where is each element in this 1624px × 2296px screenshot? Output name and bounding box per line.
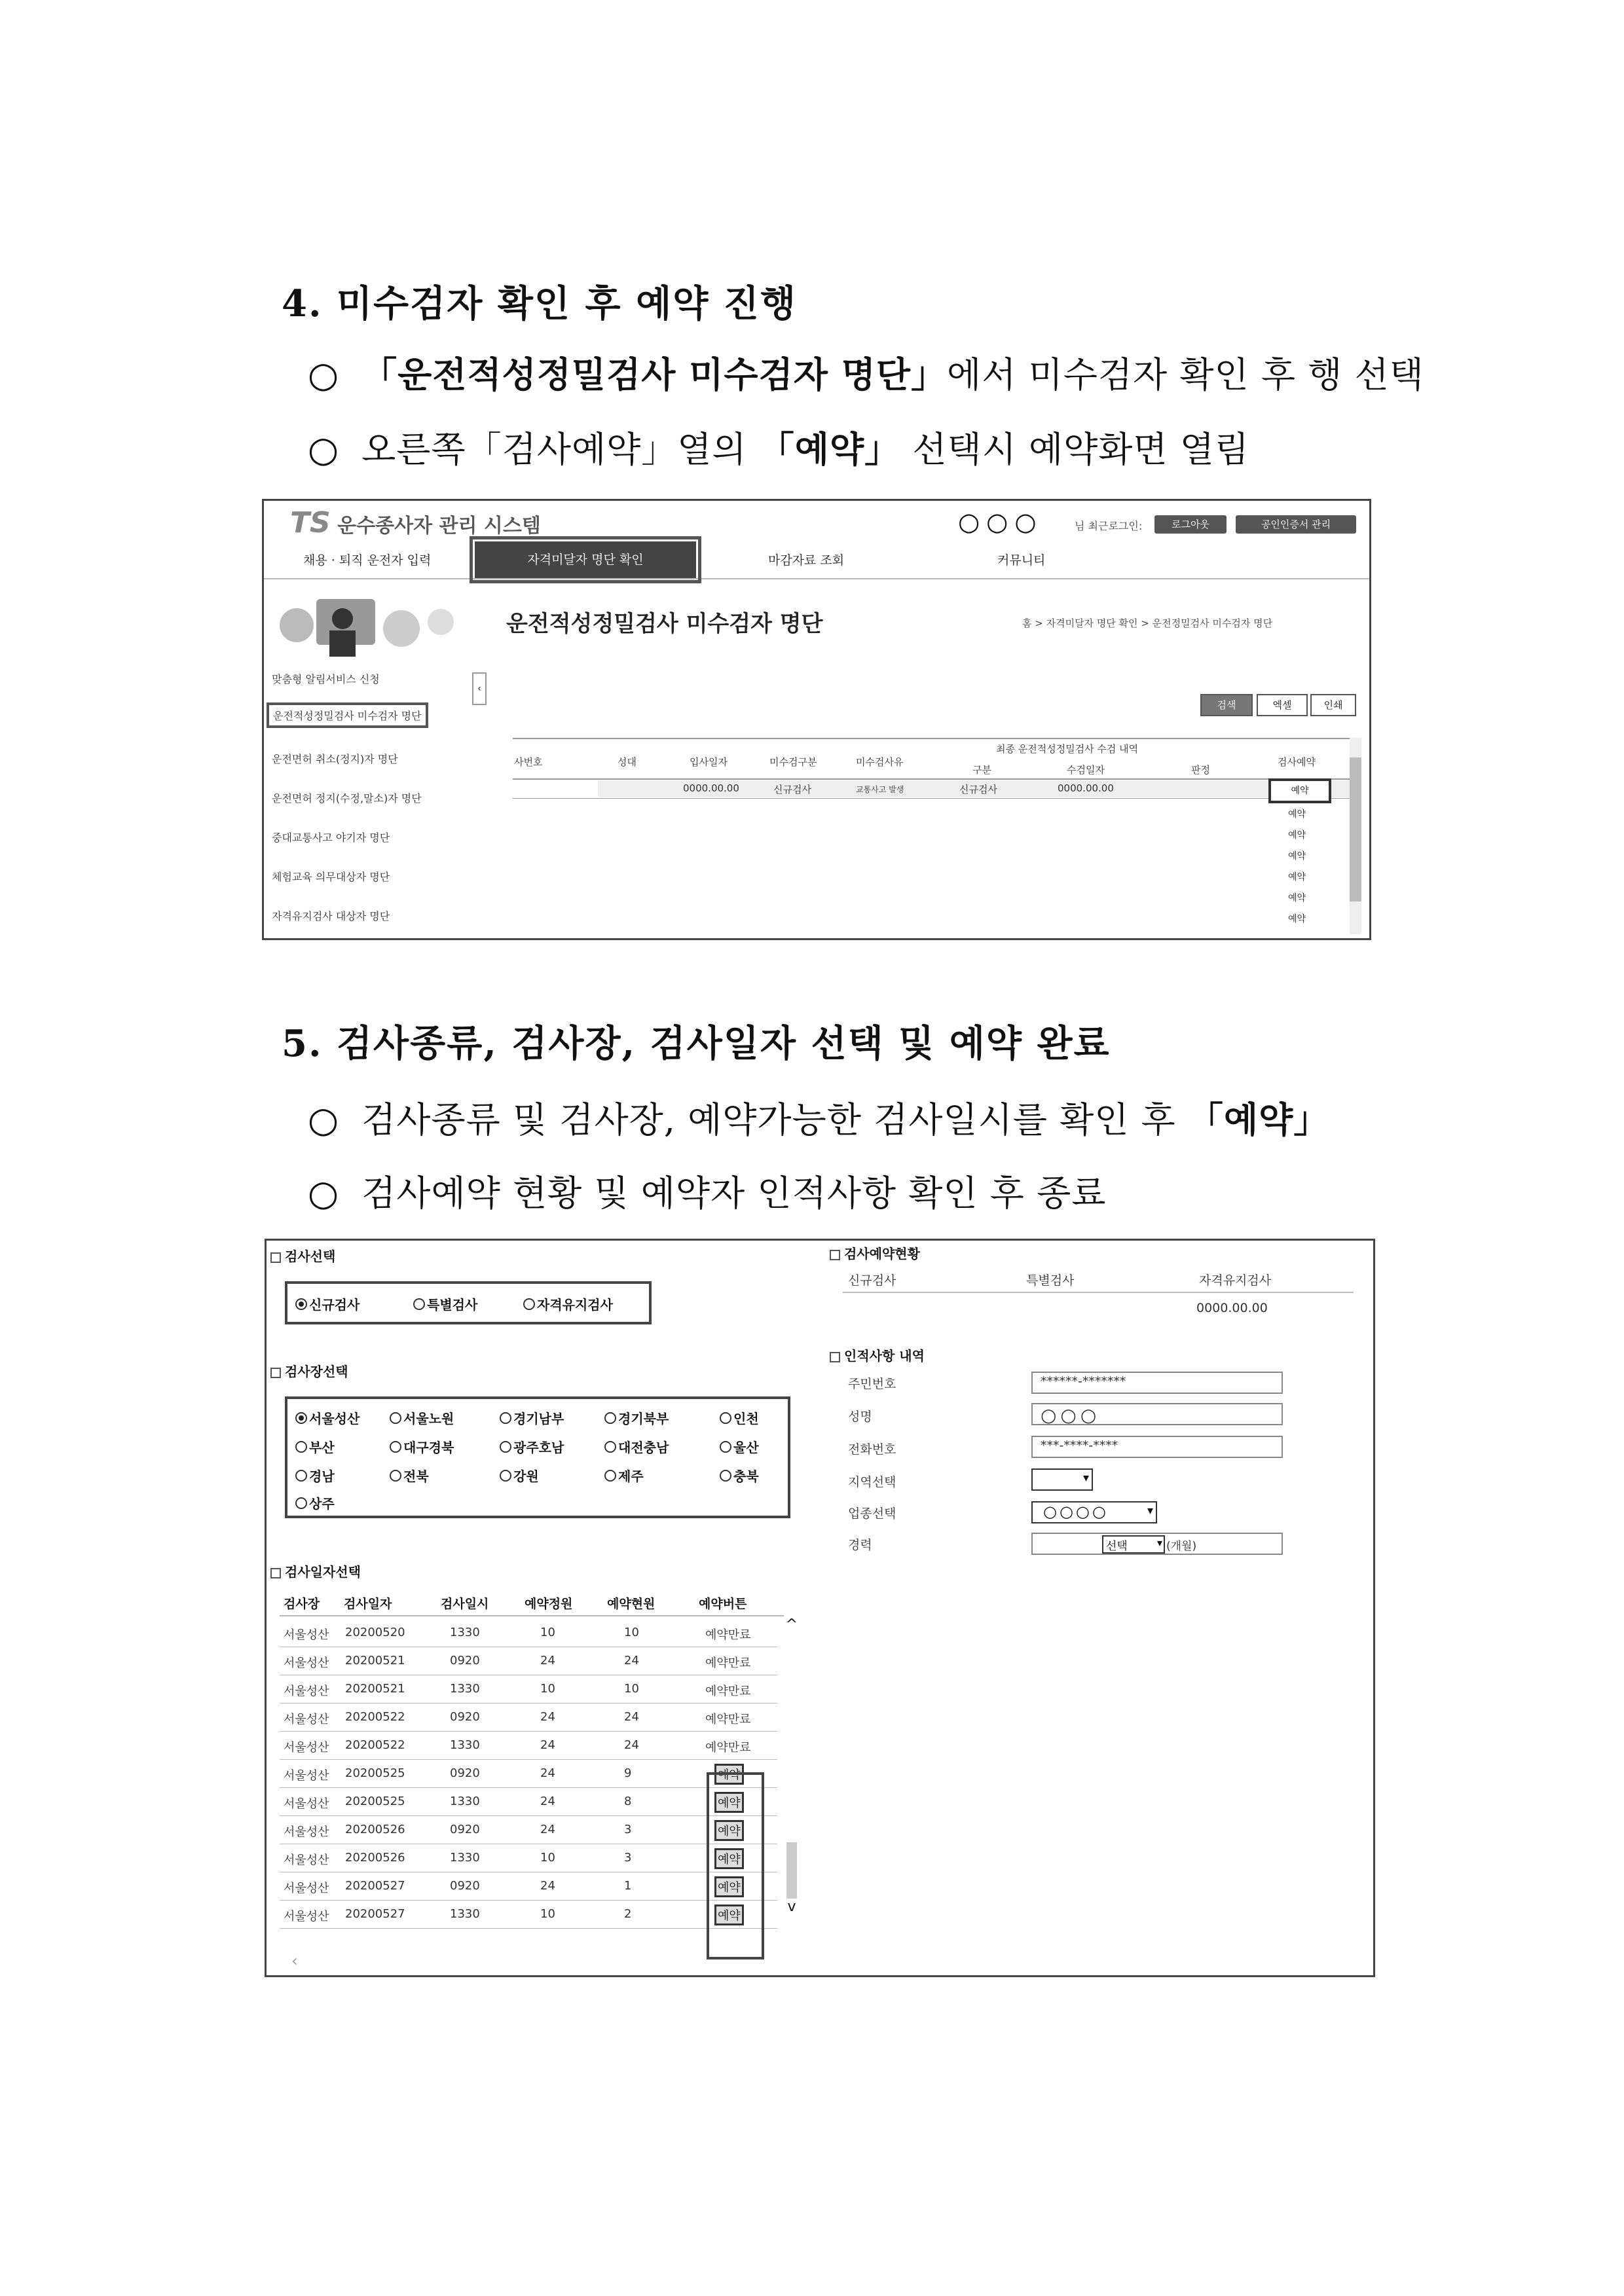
date-row-line [280,1815,777,1816]
date-header-line [280,1615,784,1616]
row-time: 1330 [450,1907,480,1921]
row-capacity: 10 [540,1907,555,1921]
row-capacity: 10 [540,1682,555,1696]
col-status: 성대 [618,756,637,768]
sidebar-collapse-icon[interactable]: ‹ [472,672,487,705]
page-title: 운전적성정밀검사 미수검자 명단 [506,611,823,637]
date-row-line [280,1759,777,1760]
section5-bullet1 [308,1092,1329,1142]
center-select-title: 검사장선택 [270,1361,348,1380]
date-col-current: 예약현원 [607,1597,655,1611]
chevron-down-icon: ▾ [1082,1471,1089,1485]
row-time: 1330 [450,1851,480,1865]
phone-label: 전화번호 [848,1442,896,1457]
row-date: 20200521 [345,1682,405,1696]
career-label: 경력 [848,1538,872,1552]
bullet-pre: 검사종류 및 검사장, 예약가능한 검사일시를 확인 후 [361,1099,1176,1140]
row-current: 24 [624,1738,639,1752]
nav-closing-data[interactable]: 마감자료 조회 [768,553,845,568]
exam-type-qualification[interactable]: 자격유지검사 [523,1294,613,1313]
reserve-button[interactable]: 예약 [714,1848,744,1869]
bullet-mark: ○ [308,1099,340,1140]
row-date: 20200526 [345,1851,405,1865]
row-capacity: 10 [540,1626,555,1639]
row-time: 1330 [450,1626,480,1639]
table-header-line [513,778,1351,780]
career-select[interactable] [1102,1535,1165,1554]
vertical-scrollbar[interactable] [1350,738,1361,934]
reserve-button[interactable]: 예약 [714,1820,744,1841]
row-current: 1 [624,1879,632,1893]
scroll-up-icon[interactable]: ^ [785,1616,798,1633]
row-missing-reason: 교통사고 발생 [856,785,904,794]
row-capacity: 10 [540,1851,555,1865]
name-label: 성명 [848,1410,872,1424]
phone-value: ***-****-**** [1041,1438,1118,1453]
name-value: ○○○ [1041,1404,1101,1426]
row-current: 24 [624,1654,639,1667]
row-date: 20200525 [345,1766,405,1780]
date-select-title: 검사일자선택 [270,1561,361,1580]
row-current: 10 [624,1626,639,1639]
status-col-new: 신규검사 [848,1273,896,1288]
center-gyeonggi-north[interactable]: 경기북부 [604,1408,669,1427]
center-daegu[interactable]: 대구경북 [390,1437,454,1456]
nav-disqualified-list[interactable]: 자격미달자 명단 확인 [475,541,696,578]
reserve-button[interactable]: 예약 [1288,851,1306,862]
row-date: 20200521 [345,1654,405,1667]
center-gwangju[interactable]: 광주호남 [500,1437,564,1456]
row-time: 1330 [450,1795,480,1808]
center-chungbuk[interactable]: 충북 [720,1466,759,1485]
sidebar [264,586,473,939]
search-button[interactable]: 검색 [1200,694,1253,716]
row-date: 20200525 [345,1795,405,1808]
row-capacity: 24 [540,1738,555,1752]
exam-type-special[interactable]: 특별검사 [413,1294,477,1313]
row-date: 20200520 [345,1626,405,1639]
system-logo: TS 운수종사자 관리 시스템 [290,506,541,539]
date-row-line [280,1731,777,1732]
col-missing-type: 미수검구분 [769,756,817,768]
center-gyeonggi-south[interactable]: 경기남부 [500,1408,564,1427]
row-time: 1330 [450,1682,480,1696]
scroll-thumb[interactable] [786,1842,797,1899]
rrn-value: ******-******* [1041,1374,1126,1389]
region-label: 지역선택 [848,1475,896,1489]
main-nav [264,541,1369,579]
row-current: 3 [624,1823,632,1836]
row-capacity: 24 [540,1795,555,1808]
sidebar-illustration-icon [270,592,467,658]
excel-button[interactable]: 엑셀 [1257,694,1308,716]
section5-heading: 5. 검사종류, 검사장, 검사일자 선택 및 예약 완료 [282,1022,1111,1065]
status-line [843,1292,1354,1293]
row-time: 0920 [450,1654,480,1667]
logout-button[interactable]: 로그아웃 [1154,515,1227,534]
row-center: 서울성산 [284,1741,329,1755]
sidebar-item-license-cancelled[interactable]: 운전면허 취소(정지)자 명단 [272,753,398,765]
row-capacity: 24 [540,1823,555,1836]
col-kind: 구분 [972,764,991,776]
career-unit: (개월) [1166,1540,1197,1553]
reserve-button[interactable]: 예약 [714,1764,744,1785]
center-jeju[interactable]: 제주 [604,1466,644,1485]
last-login-label: 님 최근로그인: [1075,520,1143,532]
screenshot-missing-examinees [262,499,1371,940]
row-button: 예약만료 [705,1741,751,1755]
reserve-button[interactable]: 예약 [714,1904,744,1925]
row-time: 0920 [450,1766,480,1780]
center-seoul-nowon[interactable]: 서울노원 [390,1408,454,1427]
table-row-line [513,798,1351,799]
col-last-exam-group: 최종 운전적성정밀검사 수검 내역 [996,743,1139,755]
row-capacity: 24 [540,1710,555,1724]
center-busan[interactable]: 부산 [295,1437,335,1456]
bullet-mark: ○ [308,1173,340,1214]
center-incheon[interactable]: 인천 [720,1408,759,1427]
personal-title: 인적사항 내역 [830,1345,925,1364]
col-missing-reason: 미수검사유 [856,756,904,768]
rrn-label: 주민번호 [848,1377,896,1391]
section4-bullet2 [308,422,1249,472]
row-date: 20200527 [345,1907,405,1921]
row-center: 서울성산 [284,1882,329,1895]
chevron-down-icon: ▾ [1156,1537,1162,1549]
row-center: 서울성산 [284,1825,329,1839]
row-center: 서울성산 [284,1797,329,1811]
row-center: 서울성산 [284,1656,329,1670]
career-value: 선택 [1106,1540,1128,1553]
sidebar-item-training[interactable]: 체험교육 의무대상자 명단 [272,871,390,883]
row-date: 20200522 [345,1738,405,1752]
row-center: 서울성산 [284,1713,329,1726]
row-kind: 신규검사 [959,784,997,795]
table-top-line [513,738,1351,739]
row-missing-type: 신규검사 [773,784,811,795]
date-row-line [280,1703,777,1704]
status-col-special: 특별검사 [1026,1273,1075,1288]
row-current: 9 [624,1766,632,1780]
reserve-button[interactable]: 예약 [1288,830,1306,841]
col-exam-date: 수검일자 [1067,764,1105,776]
bullet-rest: 선택시 예약화면 열림 [912,429,1250,470]
row-center: 서울성산 [284,1628,329,1642]
center-ulsan[interactable]: 울산 [720,1437,759,1456]
sidebar-item-alert-service[interactable]: 맞춤형 알림서비스 신청 [272,673,380,685]
bullet-rest: 에서 미수검자 확인 후 행 선택 [947,354,1424,395]
reserve-button[interactable]: 예약 [1288,809,1306,820]
row-capacity: 24 [540,1654,555,1667]
bullet-text: 검사예약 현황 및 예약자 인적사항 확인 후 종료 [361,1173,1107,1214]
reserve-button[interactable]: 예약 [1288,872,1306,883]
section5-bullet2 [308,1165,1106,1216]
business-select[interactable] [1031,1501,1157,1523]
business-label: 업종선택 [848,1506,896,1521]
row-button: 예약만료 [705,1628,751,1642]
row-time: 0920 [450,1879,480,1893]
row-time: 0920 [450,1823,480,1836]
date-scrollbar[interactable] [783,1616,801,1944]
row-current: 10 [624,1682,639,1696]
print-button[interactable]: 인쇄 [1310,694,1356,716]
date-col-capacity: 예약정원 [525,1597,573,1611]
col-number: 사번호 [514,756,543,768]
reserve-button-group [707,1772,764,1959]
bullet-bold: 「운전적성정밀검사 미수검자 명단」 [361,354,948,395]
date-col-button: 예약버튼 [699,1597,747,1611]
center-gangwon[interactable]: 강원 [500,1466,539,1485]
user-name: ○○○ [958,507,1043,536]
bullet-mark: ○ [308,354,340,395]
row-button: 예약만료 [705,1713,751,1726]
exam-type-new[interactable]: 신규검사 [295,1294,360,1313]
center-gyeongnam[interactable]: 경남 [295,1466,335,1485]
breadcrumb: 홈 > 자격미달자 명단 확인 > 운전정밀검사 미수검자 명단 [1022,617,1273,629]
date-col-time: 검사일시 [441,1597,489,1611]
date-col-center: 검사장 [284,1597,320,1611]
date-row-line [280,1787,777,1788]
nav-community[interactable]: 커뮤니티 [997,553,1046,568]
row-date: 20200526 [345,1823,405,1836]
col-judgement: 판정 [1191,764,1210,776]
status-title: 검사예약현황 [830,1243,920,1262]
row-join-date: 0000.00.00 [683,782,739,794]
reserve-button-selected[interactable]: 예약 [1268,778,1331,803]
row-button: 예약만료 [705,1656,751,1670]
row-date: 20200522 [345,1710,405,1724]
col-reservation: 검사예약 [1278,756,1316,768]
reserve-button[interactable]: 예약 [1288,893,1306,903]
row-time: 1330 [450,1738,480,1752]
row-time: 0920 [450,1710,480,1724]
row-current: 2 [624,1907,632,1921]
sidebar-item-qualification[interactable]: 자격유지검사 대상자 명단 [272,910,390,922]
row-current: 8 [624,1795,632,1808]
row-center: 서울성산 [284,1685,329,1698]
reserve-button[interactable]: 예약 [714,1876,744,1897]
row-current: 3 [624,1851,632,1865]
row-center: 서울성산 [284,1853,329,1867]
scroll-down-icon[interactable]: v [787,1899,796,1915]
screenshot-reservation [265,1239,1375,1977]
bullet-pre: 오른쪽「검사예약」열의 [361,429,747,470]
top-bar [264,501,1369,540]
exam-select-title: 검사선택 [270,1246,335,1265]
bullet-bold: 「예약」 [1187,1099,1330,1140]
center-seoul-seongsan[interactable]: 서울성산 [295,1408,360,1427]
row-center: 서울성산 [284,1769,329,1783]
section4-bullet1 [308,347,1424,397]
scroll-left-icon[interactable]: ‹ [291,1952,298,1970]
row-current: 24 [624,1710,639,1724]
row-capacity: 24 [540,1879,555,1893]
col-join-date: 입사일자 [690,756,728,768]
sidebar-item-major-accident[interactable]: 중대교통사고 야기자 명단 [272,831,390,844]
center-daejeon[interactable]: 대전충남 [604,1437,669,1456]
section4-heading: 4. 미수검자 확인 후 예약 진행 [282,282,797,325]
date-col-date: 검사일자 [344,1597,392,1611]
business-value: ○○○○ [1043,1503,1109,1521]
region-select[interactable] [1031,1468,1093,1491]
sidebar-item-license-suspended[interactable]: 운전면허 정지(수정,말소)자 명단 [272,792,422,805]
status-value: 0000.00.00 [1196,1301,1268,1315]
reserve-button[interactable]: 예약 [1288,914,1306,924]
row-button: 예약만료 [705,1685,751,1698]
row-center: 서울성산 [284,1910,329,1923]
nav-hire-retire[interactable]: 채용 · 퇴직 운전자 입력 [303,553,432,568]
status-col-qualification: 자격유지검사 [1199,1273,1272,1288]
chevron-down-icon: ▾ [1147,1504,1153,1518]
date-row-line [280,1900,777,1901]
center-jeonbuk[interactable]: 전북 [390,1466,429,1485]
center-sangju[interactable]: 상주 [295,1493,335,1512]
row-capacity: 24 [540,1766,555,1780]
date-row-line [280,1928,777,1929]
bullet-bold: 「예약」 [758,428,901,470]
row-date: 20200527 [345,1879,405,1893]
certificate-button[interactable]: 공인인증서 관리 [1236,515,1356,534]
row-exam-date: 0000.00.00 [1058,782,1114,794]
reserve-button[interactable]: 예약 [714,1792,744,1813]
bullet-mark: ○ [308,429,340,470]
sidebar-item-missing-examinees[interactable]: 운전적성정밀검사 미수검자 명단 [267,702,428,728]
